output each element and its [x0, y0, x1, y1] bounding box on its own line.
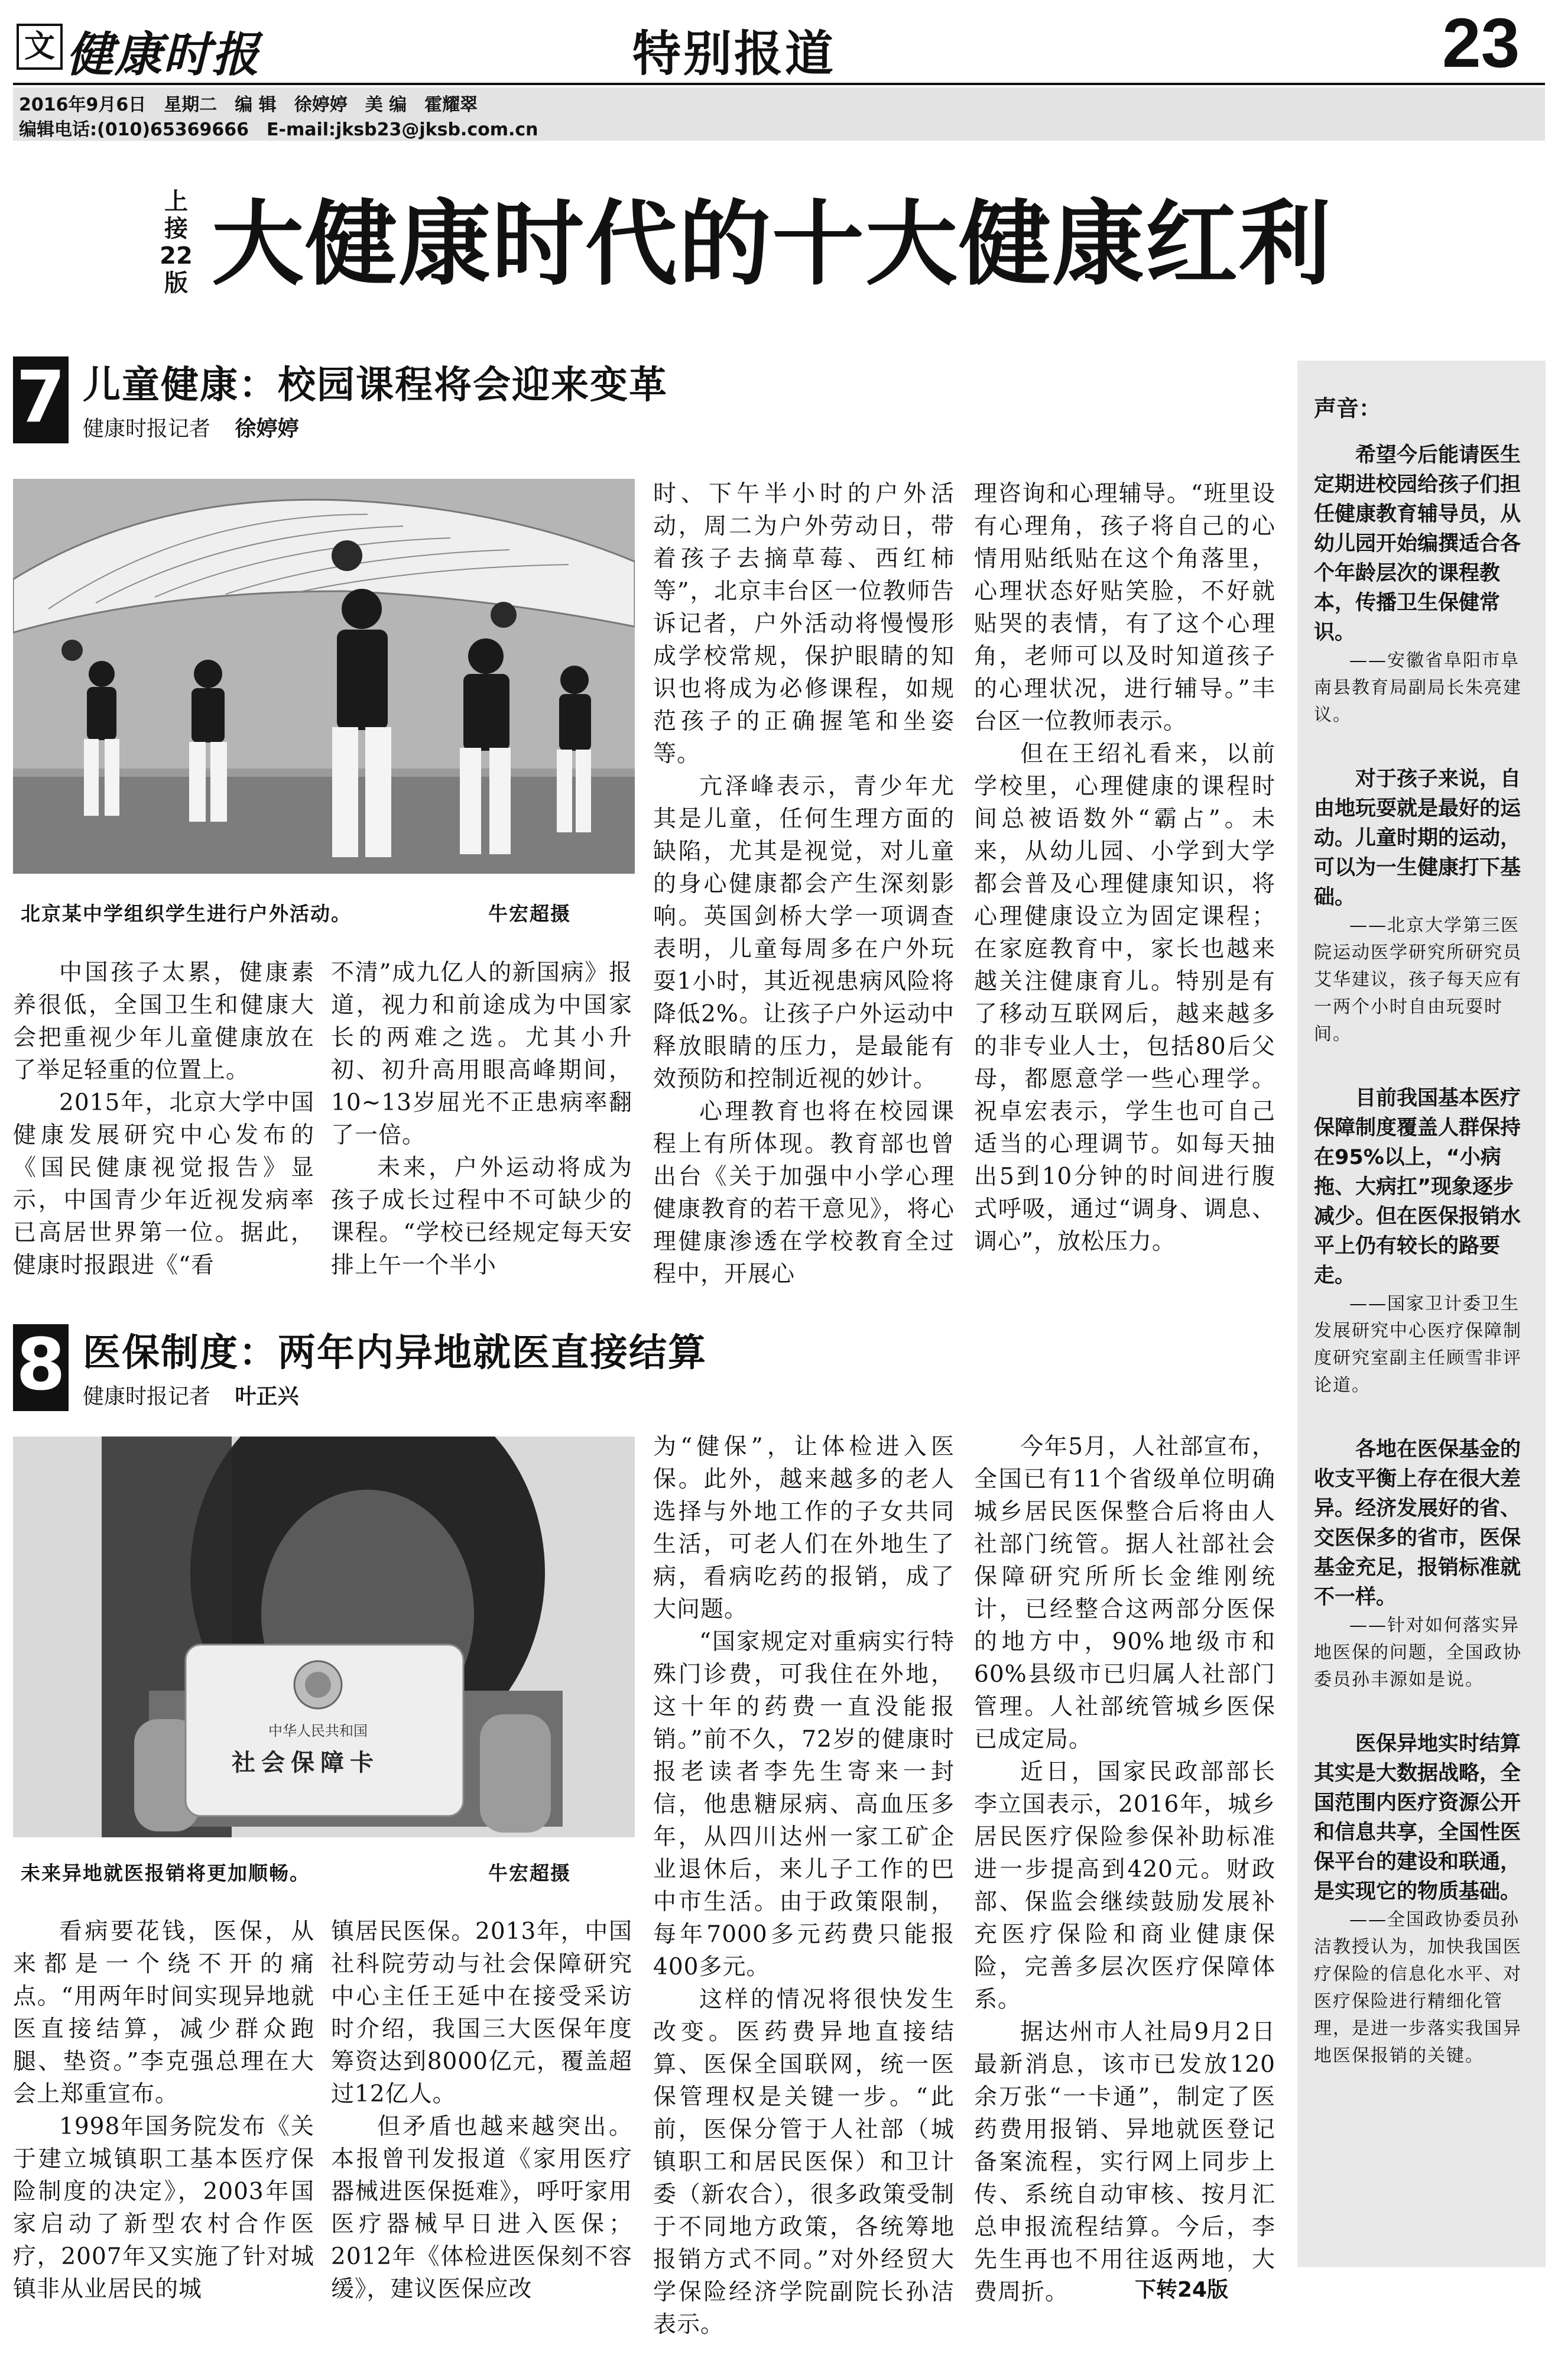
article8-col2-para-1: 镇居民医保。2013年，中国社科院劳动与社会保障研究中心主任王延中在接受采访时介绍，我国三大医保年度筹资达到8000亿元，覆盖超过12亿人。 [331, 1918, 632, 2107]
article7-col1-para-2: 2015年，北京大学中国健康发展研究中心发布的《国民健康视觉报告》显示，中国青少年近视发病率已高居世界第一位。据此，健康时报跟进《“看 [13, 1090, 314, 1279]
article8-col4-para-3: 据达州市人社局9月2日最新消息，该市已发放120余万张“一卡通”，制定了医药费用报销、异地就医登记备案流程，实行网上同步上传、系统自动审核、按月汇总申报流程结算。今后，李先生再也不用往返两地，大费周折。 [974, 2019, 1275, 2306]
sidebar-quote-2: 对于孩子来说，自由地玩耍就是最好的运动。儿童时期的运动，可以为一生健康打下基础。 [1314, 767, 1521, 909]
article7-byline [83, 412, 298, 442]
sidebar-title: 声音： [1314, 395, 1382, 421]
paper-logo-box [17, 24, 63, 70]
article7-col3-para-3: 心理教育也将在校园课程上有所体现。教育部也曾出台《关于加强中小学心理健康教育的若干意见》，将心理健康渗透在学校教育全过程中，开展心 [653, 1098, 955, 1288]
article8-col1-para-1: 看病要花钱，医保，从来都是一个绕不开的痛点。“用两年时间实现异地就医直接结算，减少群众跑腿、垫资。”李克强总理在大会上郑重宣布。 [13, 1918, 314, 2107]
sidebar-source-4: ——针对如何落实异地医保的问题，全国政协委员孙丰源如是说。 [1314, 1615, 1522, 1690]
section-title: 特别报道 [632, 26, 836, 82]
article8-col3-para-2: “国家规定对重病实行特殊门诊费，可我住在外地，这十年的药费一直没能报销。”前不久，72岁的健康时报老读者李先生寄来一封信，他患糖尿病、高血压多年，从四川达州一家工矿企业退休后，来儿子工作的巴中市生活。由于政策限制，每年7000多元药费只能报400多元。 [653, 1629, 955, 1980]
continuation-tag-3: 22 [160, 242, 193, 270]
article8-photo [13, 1437, 635, 1837]
article7-byline-name: 徐婷婷 [235, 417, 299, 441]
article7-col2-para-2: 未来，户外运动将成为孩子成长过程中不可缺少的课程。“学校已经规定每天安排上午一个半小 [331, 1155, 632, 1279]
card-line-2: 社会保障卡 [232, 1749, 379, 1776]
article8-jump-line[interactable]: 下转24版 [1135, 2278, 1229, 2302]
article8-col4-para-2: 近日，国家民政部部长李立国表示，2016年，城乡居民医疗保险参保补助标准进一步提高到420元。财政部、保监会继续鼓励发展补充医疗保险和商业健康保险，完善多层次医疗保障体系。 [974, 1759, 1275, 2013]
contact-line: 编辑电话:(010)65369666 E-mail:jksb23@jksb.com.cn [19, 119, 538, 140]
article8-col3-para-3: 这样的情况将很快发生改变。医药费异地直接结算、医保全国联网，统一医保管理权是关键一步。“此前，医保分管于人社部（城镇职工和居民医保）和卫计委（新农合），很多政策受制于不同地方政策，各统筹地报销方式不同。”对外经贸大学保险经济学院副院长孙洁表示。 [653, 1986, 955, 2338]
sidebar-quote-3: 目前我国基本医疗保障制度覆盖人群保持在95%以上，“小病拖、大病扛”现象逐步减少。但在医保报销水平上仍有较长的路要走。 [1314, 1087, 1521, 1288]
article8-column-1 [13, 1915, 314, 2306]
article7-col2-para-1: 不清”成九亿人的新国病》报道，视力和前途成为中国家长的两难之选。尤其小升初、初升高用眼高峰期间，10~13岁屈光不正患病率翻了一倍。 [331, 959, 632, 1149]
article7-col1-para-1: 中国孩子太累，健康素养很低，全国卫生和健康大会把重视少年儿童健康放在了举足轻重的位置上。 [13, 959, 314, 1084]
date-line: 2016年9月6日 星期二 编 辑 徐婷婷 美 编 霍耀翠 [19, 95, 478, 115]
article8-col1-para-2: 1998年国务院发布《关于建立城镇职工基本医疗保险制度的决定》，2003年国家启动了新型农村合作医疗，2007年又实施了针对城镇非从业居民的城 [13, 2113, 314, 2303]
sidebar-source-5: ——全国政协委员孙洁教授认为，加快我国医疗保险的信息化水平、对医疗保险进行精细化管理，是进一步落实我国异地医保报销的关键。 [1314, 1909, 1522, 2066]
article8-photo-caption: 未来异地就医报销将更加顺畅。 [21, 1862, 310, 1885]
main-title: 大健康时代的十大健康红利 [212, 190, 1332, 298]
masthead [0, 0, 1558, 145]
article8-byline-name: 叶正兴 [235, 1384, 299, 1409]
article8-col3-para-1: 为“健保”，让体检进入医保。此外，越来越多的老人选择与外地工作的子女共同生活，可老人们在外地生了病，看病吃药的报销，成了大问题。 [653, 1434, 955, 1623]
article7-number: 7 [13, 356, 69, 443]
article8-number: 8 [13, 1324, 69, 1411]
voices-sidebar [1297, 361, 1546, 2267]
article7-column-4 [974, 478, 1275, 1258]
sidebar-quote-5: 医保异地实时结算其实是大数据战略，全国范围内医疗资源公开和信息共享，全国性医保平台的建设和联通，是实现它的物质基础。 [1314, 1732, 1521, 1904]
article8-col4-para-1: 今年5月，人社部宣布，全国已有11个省级单位明确城乡居民医保整合后将由人社部门统管。据人社部社会保障研究所所长金维刚统计，已经整合这两部分医保的地方中，90%地级市和60%县级市已归属人社部门管理。人社部统管城乡医保已成定局。 [974, 1434, 1275, 1753]
article8-col2-para-2: 但矛盾也越来越突出。本报曾刊发报道《家用医疗器械进医保挺难》，呼吁家用医疗器械早日进入医保；2012年《体检进医保刻不容缓》，建议医保应改 [331, 2113, 632, 2303]
article8-byline-prefix: 健康时报记者 [83, 1384, 211, 1409]
article8-column-4 [974, 1431, 1275, 2308]
article8-headline: 医保制度：两年内异地就医直接结算 [83, 1331, 707, 1375]
article7-col4-para-1: 理咨询和心理辅导。“班里设有心理角，孩子将自己的心情用贴纸贴在这个角落里，心理状态好贴笑脸，不好就贴哭的表情，有了这个心理角，老师可以及时知道孩子的心理状况，进行辅导。”丰台区一位教师表示。 [974, 481, 1275, 735]
article8-column-3 [653, 1431, 955, 2341]
article7-photo-credit: 牛宏超摄 [488, 902, 571, 925]
sidebar-source-1: ——安徽省阜阳市阜南县教育局副局长朱亮建议。 [1314, 650, 1522, 725]
article7-headline: 儿童健康：校园课程将会迎来变革 [83, 364, 668, 407]
article7-col3-para-1: 时、下午半小时的户外活动，周二为户外劳动日，带着孩子去摘草莓、西红柿等”，北京丰台区一位教师告诉记者，户外活动将慢慢形成学校常规，保护眼睛的知识也将成为必修课程，如规范孩子的正确握笔和坐姿等。 [653, 481, 955, 767]
article7-photo [13, 479, 635, 874]
masthead-rule [13, 83, 1545, 85]
article7-col3-para-2: 亢泽峰表示，青少年尤其是儿童，任何生理方面的缺陷，尤其是视觉，对儿童的身心健康都会产生深刻影响。英国剑桥大学一项调查表明，儿童每周多在户外玩耍1小时，其近视患病风险将降低2%。让孩子户外运动中释放眼睛的压力，是最能有效预防和控制近视的妙计。 [653, 773, 955, 1092]
article7-column-2 [331, 956, 632, 1282]
article8-column-2 [331, 1915, 632, 2306]
continuation-tag-4: 版 [164, 270, 188, 297]
article7-col4-para-2: 但在王绍礼看来，以前学校里，心理健康的课程时间总被语数外“霸占”。未来，从幼儿园、小学到大学都会普及心理健康知识，将心理健康设立为固定课程；在家庭教育中，家长也越来越关注健康育儿。特别是有了移动互联网后，越来越多的非专业人士，包括80后父母，都愿意学一些心理学。祝卓宏表示，学生也可自己适当的心理调节。如每天抽出5到10分钟的时间进行腹式呼吸，通过“调身、调息、调心”，放松压力。 [974, 741, 1275, 1255]
article8-byline [83, 1380, 298, 1410]
continuation-tag [158, 188, 194, 297]
page-number: 23 [1442, 4, 1520, 82]
article7-column-3 [653, 478, 955, 1290]
paper-logo-char: 文 [24, 28, 55, 64]
continuation-tag-2: 接 [164, 215, 188, 242]
continuation-tag-1: 上 [164, 188, 188, 215]
article7-photo-caption: 北京某中学组织学生进行户外活动。 [21, 902, 352, 925]
card-line-1: 中华人民共和国 [268, 1723, 368, 1739]
sidebar-source-2: ——北京大学第三医院运动医学研究所研究员艾华建议，孩子每天应有一两个小时自由玩耍时间。 [1314, 915, 1522, 1045]
article8-photo-credit: 牛宏超摄 [488, 1862, 571, 1885]
outdoor-exercise-illustration [13, 479, 635, 874]
sidebar-quote-1: 希望今后能请医生定期进校园给孩子们担任健康教育辅导员，从幼儿园开始编撰适合各个年龄层次的课程教本，传播卫生保健常识。 [1314, 443, 1521, 644]
paper-name: 健康时报 [66, 27, 260, 82]
article7-byline-prefix: 健康时报记者 [83, 417, 211, 441]
sidebar-quote-4: 各地在医保基金的收支平衡上存在很大差异。经济发展好的省、交医保多的省市，医保基金充足，报销标准就不一样。 [1314, 1438, 1521, 1609]
article7-column-1 [13, 956, 314, 1282]
sidebar-source-3: ——国家卫计委卫生发展研究中心医疗保障制度研究室副主任顾雪非评论道。 [1314, 1293, 1522, 1396]
